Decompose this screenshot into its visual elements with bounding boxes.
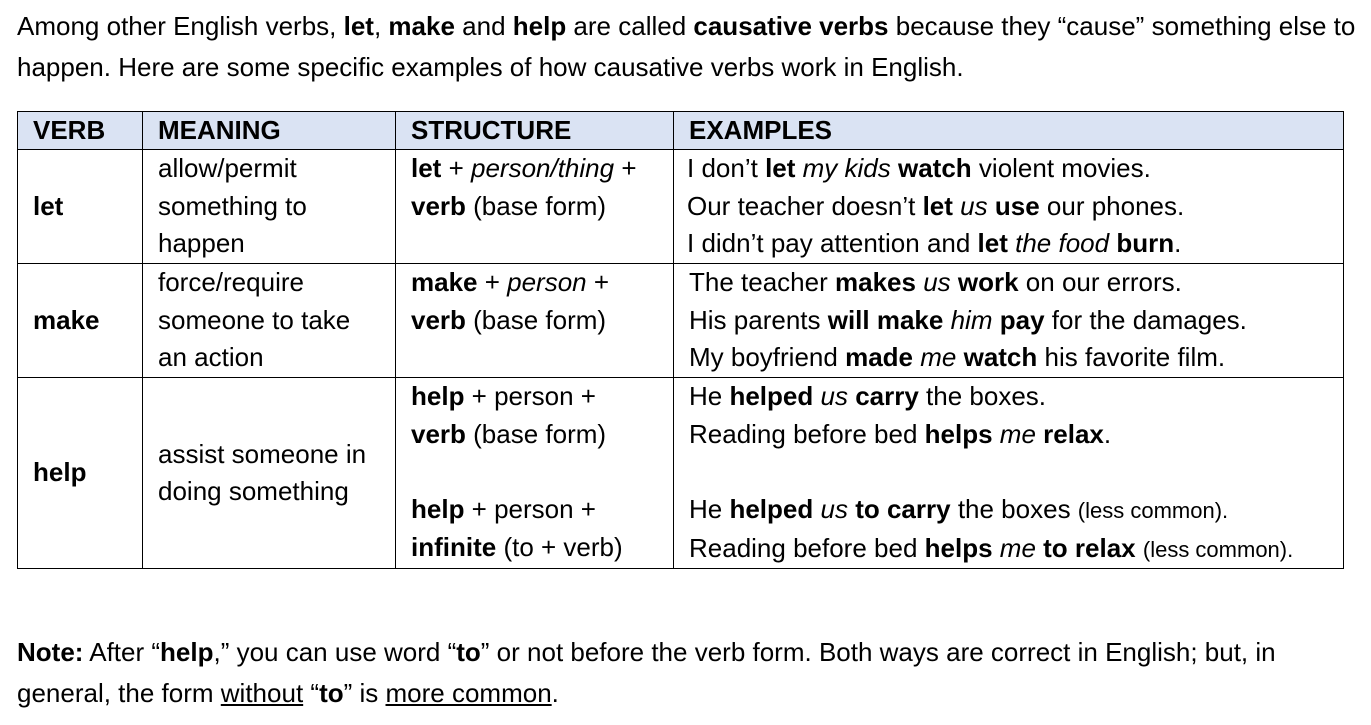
italic-text: us <box>820 494 848 524</box>
bold-text: to <box>319 678 344 708</box>
meaning-cell <box>143 150 396 264</box>
usage-note: (less common). <box>1077 498 1229 523</box>
bold-text: will make <box>827 304 944 335</box>
text-fragment: I didn’t pay attention and <box>687 228 978 258</box>
intro-text: Among other English verbs, <box>17 11 344 41</box>
structure-line <box>411 529 673 567</box>
example-sentence <box>689 491 1343 530</box>
causative-verbs-table <box>17 111 1344 569</box>
bold-text: helps <box>924 418 993 449</box>
bold-text: watch <box>898 153 972 183</box>
meaning-line: happen <box>158 228 245 259</box>
examples-gap <box>689 453 1343 491</box>
text-fragment <box>813 381 820 411</box>
meaning-line: doing something <box>158 476 349 506</box>
text-fragment: violent movies. <box>971 153 1151 183</box>
text-fragment: He <box>689 494 730 524</box>
structure-verb: verb <box>411 304 466 335</box>
bold-text: helped <box>729 494 814 524</box>
bold-text: to carry <box>855 494 951 524</box>
text-fragment: for the damages. <box>1044 304 1247 335</box>
bold-text: work <box>957 267 1019 297</box>
structure-verb: help <box>411 494 465 524</box>
intro-verb-help: help <box>512 11 567 41</box>
example-sentence <box>689 378 1343 416</box>
header-meaning: MEANING <box>143 112 396 150</box>
text-fragment <box>943 305 950 335</box>
example-sentence <box>689 416 1343 454</box>
structure-text: (to + verb) <box>496 531 623 562</box>
example-sentence <box>687 188 1343 226</box>
intro-verb-make: make <box>388 11 455 41</box>
meaning-line: an action <box>158 342 264 373</box>
structure-text: (base form) <box>465 418 607 449</box>
bold-text: helps <box>924 532 993 563</box>
table-row-help <box>18 378 1344 569</box>
verb-cell: help <box>18 378 143 569</box>
examples-cell <box>674 264 1344 378</box>
structure-object: person <box>507 267 587 297</box>
text-fragment: The teacher <box>689 267 835 297</box>
note-paragraph <box>17 632 1362 714</box>
text-fragment: our phones. <box>1039 190 1185 221</box>
usage-note: (less common). <box>1142 536 1294 562</box>
text-fragment: “ <box>303 678 320 708</box>
intro-paragraph <box>17 6 1357 88</box>
bold-text: burn <box>1116 228 1175 258</box>
example-sentence <box>687 225 1343 263</box>
text-fragment <box>956 342 963 372</box>
meaning-line: allow/permit <box>158 153 297 184</box>
intro-text: , <box>373 11 389 41</box>
text-fragment: his favorite film. <box>1037 342 1226 372</box>
intro-text: are called <box>566 11 694 41</box>
structure-text: (base form) <box>465 190 607 221</box>
structure-object: person/thing <box>470 153 615 183</box>
meaning-cell <box>143 264 396 378</box>
text-fragment <box>988 191 995 221</box>
text-fragment: Reading before bed <box>689 418 925 449</box>
structure-cell <box>396 378 674 569</box>
structure-verb: make <box>411 267 478 297</box>
bold-text: let <box>977 228 1008 258</box>
structure-verb: help <box>411 381 465 411</box>
header-verb: VERB <box>18 112 143 150</box>
emphasis-without: without <box>220 678 304 708</box>
structure-line <box>411 150 673 188</box>
structure-text: + person + <box>464 494 596 524</box>
italic-text: me <box>999 418 1036 449</box>
intro-verb-let: let <box>343 11 374 41</box>
meaning-line: force/require <box>158 267 304 298</box>
bold-text: carry <box>855 381 919 411</box>
text-fragment: He <box>689 381 730 411</box>
text-fragment <box>993 533 1000 563</box>
structure-cell <box>396 264 674 378</box>
example-sentence <box>687 150 1343 188</box>
text-fragment: ,” you can use word “ <box>213 637 457 667</box>
structure-verb: verb <box>411 190 466 221</box>
table-row-make <box>18 264 1344 378</box>
meaning-line: someone to take <box>158 304 351 335</box>
bold-text: helped <box>729 381 814 411</box>
example-sentence <box>689 264 1343 302</box>
text-fragment: the boxes. <box>918 381 1047 411</box>
bold-text: made <box>845 342 913 372</box>
intro-text: and <box>454 11 513 41</box>
italic-text: us <box>820 381 848 411</box>
italic-text: us <box>923 267 951 297</box>
structure-cell <box>396 150 674 264</box>
structure-text: + person + <box>464 381 596 411</box>
text-fragment <box>891 153 898 183</box>
bold-text: help <box>160 637 214 667</box>
structure-line <box>411 491 673 529</box>
text-fragment <box>993 305 1000 335</box>
structure-line <box>411 416 673 454</box>
text-fragment <box>813 494 820 524</box>
bold-text: use <box>994 190 1040 221</box>
example-sentence <box>689 530 1343 569</box>
intro-term-causative-verbs: causative verbs <box>693 11 889 41</box>
example-sentence <box>689 302 1343 340</box>
text-fragment <box>795 153 802 183</box>
text-fragment: . <box>551 678 559 708</box>
meaning-line: assist someone in <box>158 438 367 469</box>
text-fragment: His parents <box>689 304 828 335</box>
structure-text: + <box>586 267 610 297</box>
header-structure: STRUCTURE <box>396 112 674 150</box>
text-fragment: ” is <box>343 678 386 708</box>
text-fragment <box>1136 533 1143 563</box>
italic-text: the food <box>1015 228 1110 258</box>
text-fragment: . <box>1174 228 1182 258</box>
text-fragment: Reading before bed <box>689 532 925 563</box>
header-examples: EXAMPLES <box>674 112 1344 150</box>
bold-text: let <box>765 153 796 183</box>
bold-text: to relax <box>1043 532 1136 563</box>
structure-verb: infinite <box>411 531 497 562</box>
structure-text: (base form) <box>465 304 607 335</box>
italic-text: my kids <box>802 153 891 183</box>
text-fragment: I don’t <box>687 153 766 183</box>
italic-text: us <box>960 190 988 221</box>
table-row-let <box>18 150 1344 264</box>
text-fragment: Our teacher doesn’t <box>687 190 923 221</box>
text-fragment: ” or not before the verb form. Both ways are correct in English; but, in general, the form <box>17 637 1276 708</box>
verb-cell: let <box>18 150 143 264</box>
example-sentence <box>689 339 1343 377</box>
text-fragment: My boyfriend <box>689 342 846 372</box>
bold-text: makes <box>834 267 916 297</box>
structure-line <box>411 188 673 226</box>
structure-line <box>411 264 673 302</box>
structure-text: + <box>614 153 637 183</box>
verb-cell: make <box>18 264 143 378</box>
structure-text: + <box>477 267 508 297</box>
structure-verb: let <box>411 153 442 183</box>
structure-gap <box>411 453 673 491</box>
meaning-cell <box>143 378 396 569</box>
text-fragment: . <box>1103 418 1112 449</box>
structure-line <box>411 378 673 416</box>
text-fragment: After “ <box>83 637 161 667</box>
bold-text: to <box>456 637 481 667</box>
examples-cell <box>674 378 1344 569</box>
structure-verb: verb <box>411 418 466 449</box>
text-fragment: on our errors. <box>1018 267 1182 297</box>
bold-text: pay <box>999 304 1045 335</box>
italic-text: him <box>950 304 993 335</box>
intro-text: because they “cause” something else to happen. Here are some specific examples of how causative verbs work in English. <box>17 11 1356 82</box>
structure-line <box>411 302 673 340</box>
bold-text: watch <box>963 342 1038 372</box>
emphasis-more-common: more common <box>385 678 552 708</box>
meaning-line: something to <box>158 190 307 221</box>
text-fragment <box>951 267 958 297</box>
italic-text: me <box>999 532 1036 563</box>
text-fragment: the boxes <box>950 494 1078 524</box>
examples-cell <box>674 150 1344 264</box>
italic-text: me <box>920 342 957 372</box>
structure-text: + <box>441 153 471 183</box>
bold-text: let <box>922 190 953 221</box>
bold-text: relax <box>1043 418 1104 449</box>
note-label: Note: <box>17 637 84 667</box>
table-header-row <box>18 112 1344 150</box>
text-fragment <box>993 419 1000 449</box>
